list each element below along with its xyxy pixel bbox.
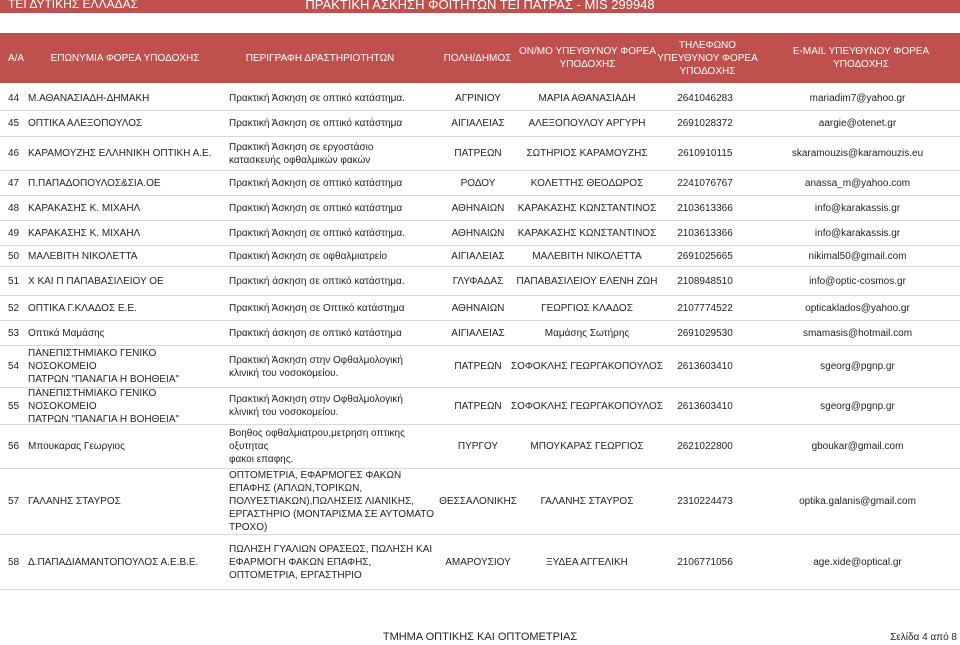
cell-name: Χ ΚΑΙ Π ΠΑΠΑΒΑΣΙΛΕΙΟΥ ΟΕ: [28, 275, 164, 287]
cell-name: ΜΑΛΕΒΙΤΗ ΝΙΚΟΛΕΤΤΑ: [28, 250, 138, 262]
cell-person: ΣΟΦΟΚΛΗΣ ΓΕΩΡΓΑΚΟΠΟΥΛΟΣ: [510, 361, 663, 372]
cell-phone: 2103613366: [677, 227, 733, 239]
cell-name: ΟΠΤΙΚΑ Γ.ΚΛΑΔΟΣ Ε.Ε.: [28, 302, 137, 314]
cell-num: 56: [8, 441, 20, 452]
cell-num: 49: [8, 227, 20, 239]
header-city: ΠΟΛΗ/ΔΗΜΟΣ: [443, 52, 512, 64]
cell-person: ΞΥΔΕΑ ΑΓΓΕΛΙΚΗ: [546, 556, 628, 568]
table-header: [0, 33, 960, 83]
cell-city: ΑΜΑΡΟΥΣΙΟΥ: [445, 556, 511, 568]
cell-name: ΓΑΛΑΝΗΣ ΣΤΑΥΡΟΣ: [28, 496, 121, 507]
cell-phone: 2241076767: [677, 177, 733, 189]
cell-desc: Πρακτική άσκηση σε οπτικό κατάστημα.: [229, 275, 405, 287]
cell-city: ΠΥΡΓΟΥ: [457, 441, 499, 452]
institution-name: ΤΕΙ ΔΥΤΙΚΗΣ ΕΛΛΑΔΑΣ: [8, 0, 139, 11]
cell-desc: Πρακτική Άσκηση σε οπτικό κατάστημα: [229, 202, 403, 214]
cell-phone: 2613603410: [677, 361, 733, 372]
cell-phone: 2641046283: [677, 93, 733, 104]
cell-city: ΑΙΓΙΑΛΕΙΑΣ: [451, 250, 505, 262]
cell-desc: Πρακτική Άσκηση σε οφθαλμιατρείο: [229, 250, 388, 262]
cell-num: 53: [8, 327, 20, 339]
cell-city: ΑΘΗΝΑΙΩΝ: [451, 202, 505, 214]
cell-email: gboukar@gmail.com: [811, 441, 904, 452]
cell-name: ΚΑΡΑΜΟΥΖΗΣ ΕΛΛΗΝΙΚΗ ΟΠΤΙΚΗ Α.Ε.: [28, 148, 212, 159]
table-row: [0, 535, 960, 590]
header-email: E-MAIL ΥΠΕΥΘΥΝΟΥ ΦΟΡΕΑ ΥΠΟΔΟΧΗΣ: [792, 46, 930, 70]
cell-person: ΣΟΦΟΚΛΗΣ ΓΕΩΡΓΑΚΟΠΟΥΛΟΣ: [510, 400, 663, 412]
cell-desc: Πρακτική Άσκηση σε οπτικό κατάστημα: [229, 118, 403, 129]
cell-city: ΠΑΤΡΕΩΝ: [454, 148, 502, 159]
cell-num: 46: [8, 148, 20, 159]
table-row: [0, 321, 960, 346]
cell-email: smamasis@hotmail.com: [802, 327, 913, 339]
cell-num: 50: [8, 250, 20, 262]
cell-person: ΓΕΩΡΓΙΟΣ ΚΛΑΔΟΣ: [541, 302, 633, 314]
cell-name: Π.ΠΑΠΑΔΟΠΟΥΛΟΣ&ΣΙΑ.ΟΕ: [28, 177, 161, 189]
cell-desc: ΟΠΤΟΜΕΤΡΙΑ, ΕΦΑΡΜΟΓΕΣ ΦΑΚΩΝ ΕΠΑΦΗΣ (ΑΠΛΩΝ,ΤΟΡΙΚΩΝ, ΠΟΛΥΕΣΤΙΑΚΩΝ),ΠΩΛΗΣΕΙΣ ΛΙΑΝΙΚΗΣ, ΕΡΓΑΣΤΗΡΙΟ (ΜΟΝΤΑΡΙΣΜΑ ΣΕ ΑΥΤΟΜΑΤΟ ΤΡΟΧΟ): [229, 470, 435, 533]
page-footer: [0, 629, 960, 645]
cell-phone: 2108948510: [677, 275, 733, 287]
cell-phone: 2610910115: [677, 148, 733, 159]
cell-phone: 2103613366: [677, 202, 733, 214]
cell-num: 54: [8, 361, 20, 372]
cell-email: optika.galanis@gmail.com: [799, 496, 916, 507]
table-row: [0, 296, 960, 321]
cell-num: 57: [8, 496, 20, 507]
footer-department: ΤΜΗΜΑ ΟΠΤΙΚΗΣ ΚΑΙ ΟΠΤΟΜΕΤΡΙΑΣ: [382, 631, 578, 643]
cell-person: ΠΑΠΑΒΑΣΙΛΕΙΟΥ ΕΛΕΝΗ ΖΩΗ: [516, 275, 658, 287]
cell-city: ΑΘΗΝΑΙΩΝ: [451, 227, 505, 239]
cell-name: ΚΑΡΑΚΑΣΗΣ Κ. ΜΙΧΑΗΛ: [28, 227, 141, 239]
cell-email: info@karakassis.gr: [814, 202, 901, 214]
cell-person: ΚΑΡΑΚΑΣΗΣ ΚΩΝΣΤΑΝΤΙΝΟΣ: [517, 202, 657, 214]
header-desc: ΠΕΡΙΓΡΑΦΗ ΔΡΑΣΤΗΡΙΟΤΗΤΩΝ: [245, 52, 395, 64]
table-row: [0, 469, 960, 535]
cell-desc: Πρακτική Άσκηση στην Οφθαλμολογική κλινική του νοσοκομείου.: [229, 354, 403, 379]
cell-city: ΑΓΡΙΝΙΟΥ: [455, 93, 501, 104]
cell-phone: 2107774522: [677, 302, 733, 314]
cell-name: ΟΠΤΙΚΑ ΑΛΕΞΟΠΟΥΛΟΣ: [28, 118, 143, 129]
cell-phone: 2613603410: [677, 400, 733, 412]
header-name: ΕΠΩΝΥΜΙΑ ΦΟΡΕΑ ΥΠΟΔΟΧΗΣ: [50, 52, 200, 64]
cell-desc: ΠΩΛΗΣΗ ΓΥΑΛΙΩΝ ΟΡΑΣΕΩΣ, ΠΩΛΗΣΗ ΚΑΙ ΕΦΑΡΜΟΓΗ ΦΑΚΩΝ ΕΠΑΦΗΣ, ΟΠΤΟΜΕΤΡΙΑ, ΕΡΓΑΣΤΗΡΙΟ: [229, 543, 433, 581]
cell-email: info@optic-cosmos.gr: [809, 275, 906, 287]
cell-person: ΑΛΕΞΟΠΟΥΛΟΥ ΑΡΓΥΡΗ: [528, 118, 646, 129]
cell-email: aargie@otenet.gr: [818, 118, 897, 129]
cell-num: 45: [8, 118, 20, 129]
cell-person: ΓΑΛΑΝΗΣ ΣΤΑΥΡΟΣ: [540, 496, 634, 507]
cell-city: ΑΙΓΙΑΛΕΙΑΣ: [451, 327, 505, 339]
top-title-bar: [0, 0, 960, 13]
cell-city: ΘΕΣΣΑΛΟΝΙΚΗΣ: [439, 496, 517, 507]
cell-name: ΠΑΝΕΠΙΣΤΗΜΙΑΚΟ ΓΕΝΙΚΟ ΝΟΣΟΚΟΜΕΙΟ ΠΑΤΡΩΝ "ΠΑΝΑΓΙΑ Η ΒΟΗΘΕΙΑ": [28, 387, 180, 425]
cell-person: Μαμάσης Σωτήρης: [544, 327, 630, 339]
cell-city: ΡΟΔΟΥ: [460, 177, 496, 189]
footer-page-number: Σελίδα 4 από 8: [890, 632, 957, 643]
cell-name: ΚΑΡΑΚΑΣΗΣ Κ. ΜΙΧΑΗΛ: [28, 202, 141, 214]
table-row: [0, 221, 960, 246]
cell-email: nikimal50@gmail.com: [808, 250, 907, 262]
table-row: [0, 388, 960, 425]
cell-name: Οπτικά Μαμάσης: [28, 327, 105, 339]
cell-desc: Πρακτική Άσκηση σε εργοστάσιο κατασκευής οφθαλμικών φακών: [229, 141, 374, 166]
cell-desc: Πρακτική Άσκηση σε οπτικό κατάστημα: [229, 177, 403, 189]
cell-num: 55: [8, 400, 20, 412]
cell-email: sgeorg@pgnp.gr: [820, 361, 895, 372]
table-row: [0, 137, 960, 171]
cell-city: ΠΑΤΡΕΩΝ: [454, 400, 502, 412]
cell-num: 52: [8, 302, 20, 314]
cell-city: ΑΘΗΝΑΙΩΝ: [451, 302, 505, 314]
cell-name: ΠΑΝΕΠΙΣΤΗΜΙΑΚΟ ΓΕΝΙΚΟ ΝΟΣΟΚΟΜΕΙΟ ΠΑΤΡΩΝ "ΠΑΝΑΓΙΑ Η ΒΟΗΘΕΙΑ": [28, 348, 180, 385]
cell-person: ΣΩΤΗΡΙΟΣ ΚΑΡΑΜΟΥΖΗΣ: [526, 148, 648, 159]
cell-phone: 2691028372: [677, 118, 733, 129]
table-row: [0, 87, 960, 111]
table-row: [0, 111, 960, 137]
cell-email: info@karakassis.gr: [814, 227, 901, 239]
cell-person: ΚΑΡΑΚΑΣΗΣ ΚΩΝΣΤΑΝΤΙΝΟΣ: [517, 227, 657, 239]
header-aa: Α/Α: [7, 52, 25, 64]
cell-email: age.xide@optical.gr: [813, 556, 902, 568]
cell-desc: Πρακτική Άσκηση σε Οπτικό κατάστημα: [229, 302, 405, 314]
cell-num: 47: [8, 177, 20, 189]
cell-city: ΓΛΥΦΑΔΑΣ: [452, 275, 504, 287]
cell-num: 44: [8, 93, 20, 104]
document-title: ΠΡΑΚΤΙΚΗ ΑΣΚΗΣΗ ΦΟΙΤΗΤΩΝ ΤΕΙ ΠΑΤΡΑΣ - MIS 299948: [305, 0, 655, 12]
table-row: [0, 196, 960, 221]
cell-city: ΑΙΓΙΑΛΕΙΑΣ: [451, 118, 505, 129]
cell-desc: Πρακτική άσκηση σε οπτικό κατάστημα: [229, 327, 402, 339]
table-row: [0, 171, 960, 196]
table-row: [0, 246, 960, 267]
table-row: [0, 425, 960, 469]
header-phone: ΤΗΛΕΦΩΝΟ ΥΠΕΥΘΥΝΟΥ ΦΟΡΕΑ ΥΠΟΔΟΧΗΣ: [657, 39, 758, 77]
cell-phone: 2106771056: [677, 556, 733, 568]
cell-name: Δ.ΠΑΠΑΔΙΑΜΑΝΤΟΠΟΥΛΟΣ Α.Ε.Β.Ε.: [28, 556, 199, 568]
cell-num: 51: [8, 275, 20, 287]
cell-num: 48: [8, 202, 20, 214]
cell-email: mariadim7@yahoo.gr: [809, 93, 906, 104]
cell-person: ΜΑΛΕΒΙΤΗ ΝΙΚΟΛΕΤΤΑ: [532, 250, 642, 262]
cell-name: Μπουκαρας Γεωργιος: [28, 441, 125, 452]
cell-email: skaramouzis@karamouzis.eu: [791, 148, 924, 159]
table-row: [0, 267, 960, 296]
cell-phone: 2691029530: [677, 327, 733, 339]
cell-email: sgeorg@pgnp.gr: [820, 400, 895, 412]
cell-email: opticaklados@yahoo.gr: [805, 302, 910, 314]
cell-num: 58: [8, 556, 20, 568]
cell-phone: 2310224473: [677, 496, 733, 507]
cell-desc: Πρακτική Άσκηση στην Οφθαλμολογική κλινική του νοσοκομείου.: [229, 394, 403, 418]
cell-name: Μ.ΑΘΑΝΑΣΙΑΔΗ-ΔΗΜΑΚΗ: [28, 93, 150, 104]
cell-person: ΜΠΟΥΚΑΡΑΣ ΓΕΩΡΓΙΟΣ: [530, 441, 644, 452]
header-person: ΟΝ/ΜΟ ΥΠΕΥΘΥΝΟΥ ΦΟΡΕΑ ΥΠΟΔΟΧΗΣ: [519, 46, 656, 70]
cell-city: ΠΑΤΡΕΩΝ: [454, 361, 502, 372]
cell-desc: Πρακτική Άσκηση σε οπτικό κατάστημα.: [229, 227, 405, 239]
table-row: [0, 346, 960, 388]
cell-person: ΜΑΡΙΑ ΑΘΑΝΑΣΙΑΔΗ: [538, 93, 636, 104]
cell-desc: Βοηθος οφθαλμιατρου,μετρηση οπτικης οξυτητας φακοι επαφης.: [229, 428, 405, 465]
cell-email: anassa_m@yahoo.com: [804, 177, 911, 189]
cell-phone: 2621022800: [677, 441, 733, 452]
cell-desc: Πρακτική Άσκηση σε οπτικό κατάστημα.: [229, 93, 405, 104]
cell-phone: 2691025665: [677, 250, 733, 262]
cell-person: ΚΟΛΕΤΤΗΣ ΘΕΟΔΩΡΟΣ: [530, 177, 644, 189]
